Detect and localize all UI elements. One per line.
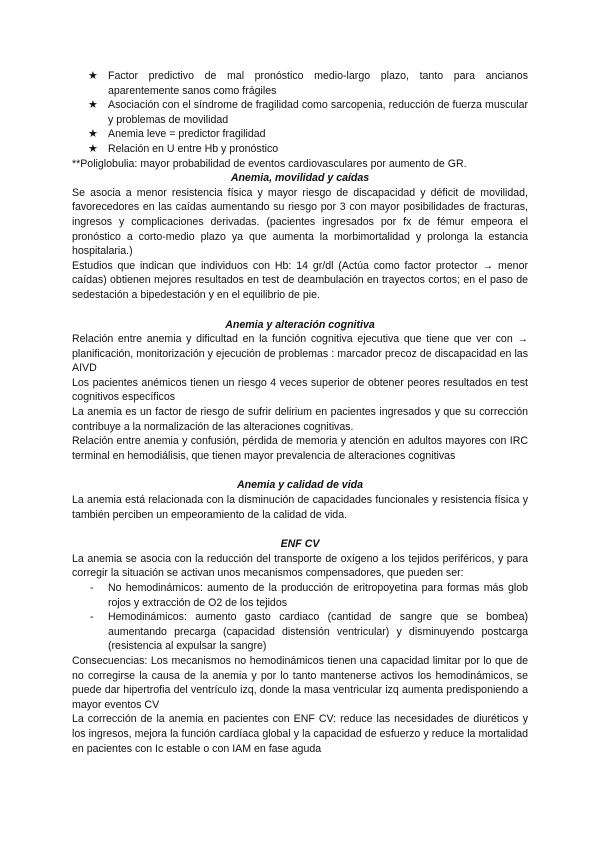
paragraph: La anemia es un factor de riesgo de sufrir delirium en pacientes ingresados y que su corrección contribuye a la normalización de las alteraciones cognitivas. <box>72 406 528 433</box>
list-item: - No hemodinámicos: aumento de la producción de eritropoyetina para formas más glob rojos y extracción de O2 de los tejidos <box>90 582 528 609</box>
list-item: ★ Asociación con el síndrome de fragilidad como sarcopenia, reducción de fuerza muscular y problemas de movilidad <box>88 99 528 126</box>
paragraph: Los pacientes anémicos tienen un riesgo 4 veces superior de obtener peores resultados en test cognitivos específicos <box>72 376 528 404</box>
list-item: ★ Relación en U entre Hb y pronóstico <box>88 142 279 155</box>
star-bullet-icon: ★ <box>88 142 98 155</box>
section-title-movilidad: Anemia, movilidad y caídas <box>230 172 370 185</box>
list-item: ★ Factor predictivo de mal pronóstico medio-largo plazo, tanto para ancianos aparentemente sanos como frágiles <box>88 70 528 97</box>
paragraph: Relación entre anemia y dificultad en la función cognitiva ejecutiva que tiene que ver con → planificación, monitorización y ejecución de problemas : marcador precoz de discapacidad en las AIVD <box>72 333 528 375</box>
dash-bullet-icon: - <box>90 582 94 594</box>
paragraph: La anemia se asocia con la reducción del transporte de oxígeno a los tejidos periféricos, y para corregir la situación se activan unos mecanismos compensadores, que pueden ser: <box>72 552 528 580</box>
section-title-cognitiva: Anemia y alteración cognitiva <box>225 318 375 331</box>
section-title-calidad-vida: Anemia y calidad de vida <box>237 479 363 492</box>
section-title-enf-cv: ENF CV <box>280 538 320 551</box>
paragraph: Se asocia a menor resistencia física y mayor riesgo de discapacidad y déficit de movilidad, favorecedores en las caídas aumentando su riesgo por 3 con mayor posibilidades de fracturas, ingresos y complicaciones derivadas. (pacientes ingresados por fx de fémur empeora el pronóstico a corto-medio plazo ya que aumenta la morbimortalidad y prolonga la estancia hospitalaria.) <box>72 186 528 258</box>
paragraph: La anemia está relacionada con la disminución de capacidades funcionales y resistencia física y también perciben un empeoramiento de la calidad de vida. <box>72 494 528 521</box>
paragraph: Consecuencias: Los mecanismos no hemodinámicos tienen una capacidad limitar por lo que de no corregirse la causa de la anemia y por lo tanto mantenerse activos los hemodinámicos, se puede dar hipertrofia del ventrículo izq, donde la masa ventricular izq aumenta predisponiendo a mayor eventos CV <box>72 654 528 711</box>
list-item: ★ Anemia leve = predictor fragilidad <box>88 128 266 141</box>
star-bullet-icon: ★ <box>88 99 98 112</box>
poliglobulia-note: **Poliglobulia: mayor probabilidad de eventos cardiovasculares por aumento de GR. <box>72 157 467 170</box>
dash-bullet-icon: - <box>90 611 94 624</box>
paragraph: La corrección de la anemia en pacientes con ENF CV: reduce las necesidades de diuréticos y los ingresos, mejora la función cardíaca global y la capacidad de esfuerzo y reduce la mortalidad en pacientes con Ic estable o con IAM en fase aguda <box>72 713 528 755</box>
star-bullet-list <box>72 69 528 157</box>
spacer <box>72 303 528 318</box>
spacer <box>72 463 528 478</box>
dash-bullet-list <box>72 581 528 654</box>
paragraph: Relación entre anemia y confusión, pérdida de memoria y atención en adultos mayores con IRC terminal en hemodiálisis, que tienen mayor prevalencia de alteraciones cognitivas <box>72 435 528 462</box>
page-content <box>72 69 528 756</box>
star-bullet-icon: ★ <box>88 70 98 82</box>
list-item: - Hemodinámicos: aumento gasto cardiaco (cantidad de sangre que se bombea) aumentando precarga (capacidad distensión ventricular) y disminuyendo postcarga (resistencia al expulsar la sangre) <box>90 611 528 653</box>
paragraph: Estudios que indican que individuos con Hb: 14 gr/dl (Actúa como factor protector → menor caídas) obtienen mejores resultados en test de deambulación en trayectos cortos; en el paso de sedestación a bipedestación y en el equilibrio de pie. <box>72 259 528 301</box>
spacer <box>72 522 528 537</box>
star-bullet-icon: ★ <box>88 128 98 141</box>
